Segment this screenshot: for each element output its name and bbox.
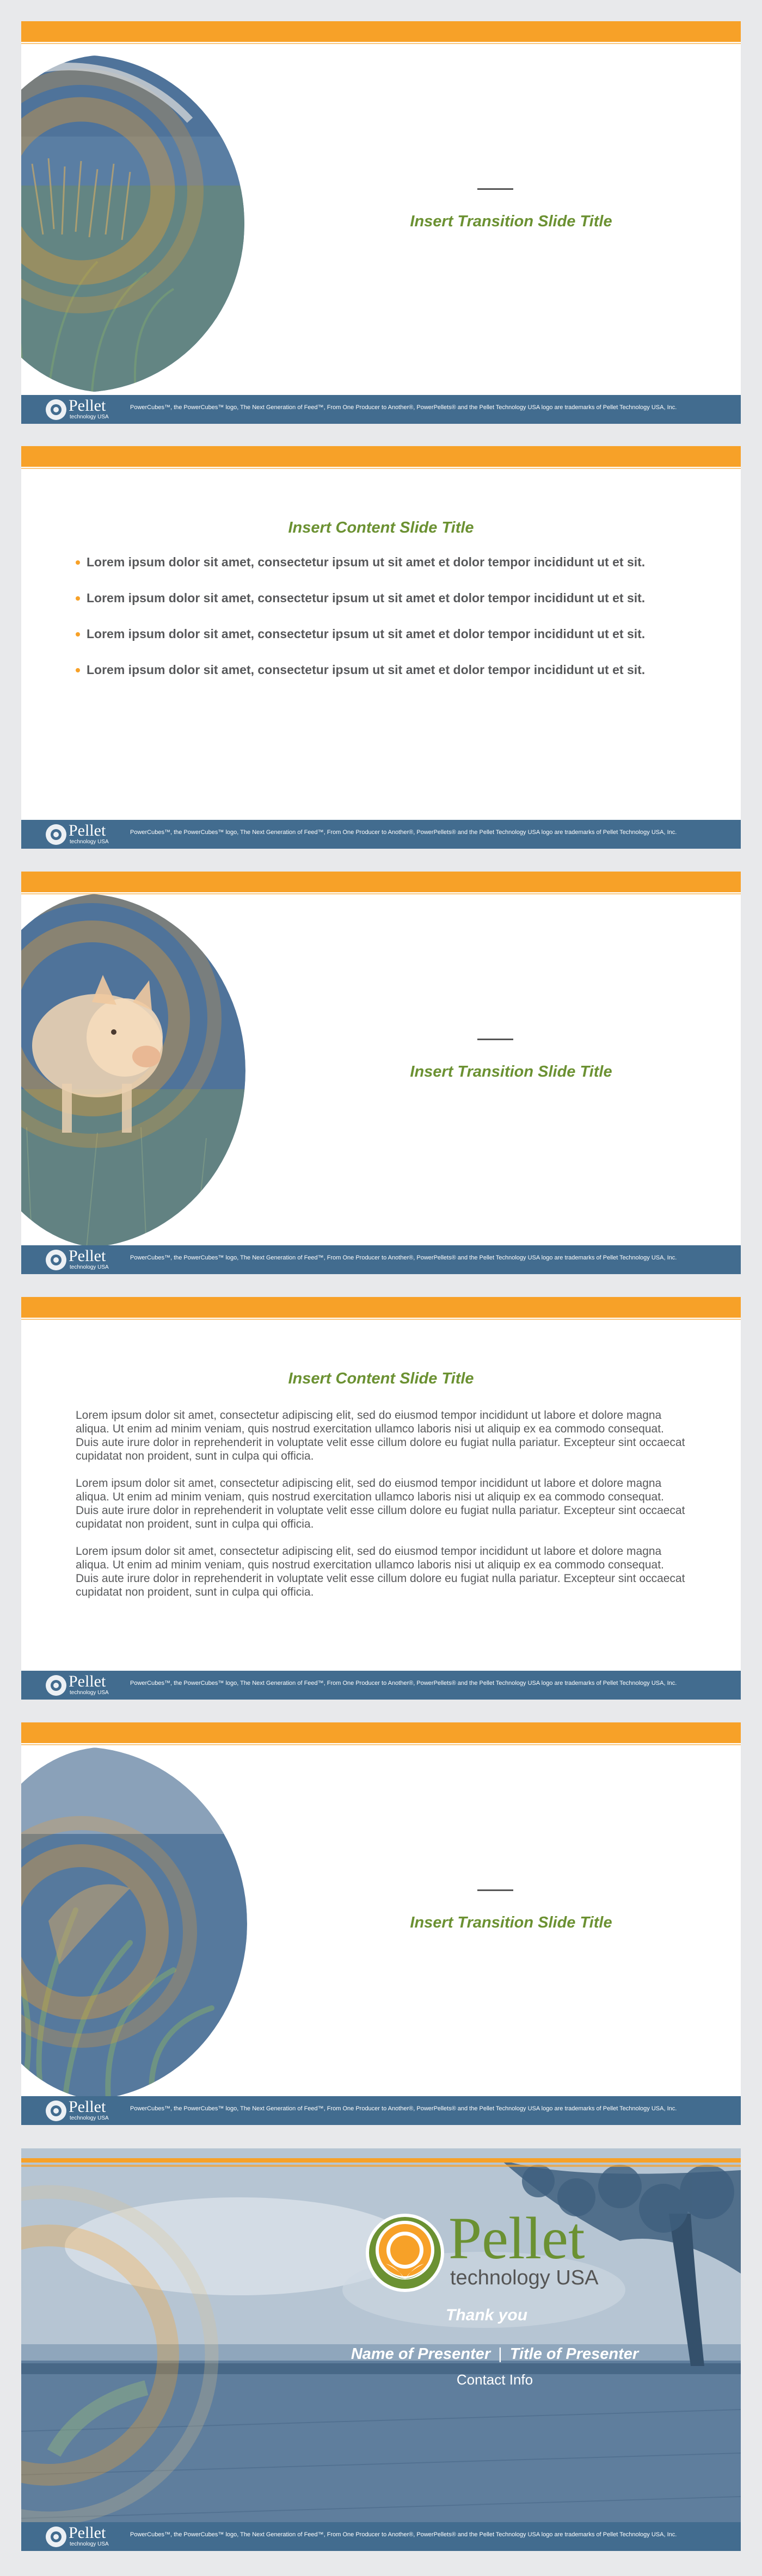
bullet-item: Lorem ipsum dolor sit amet, consectetur ipsum ut sit amet et dolor tempor incididunt ut et sit. — [76, 591, 696, 627]
top-orange-line — [21, 43, 741, 44]
top-orange-bar — [21, 1722, 741, 1743]
transition-title: Insert Transition Slide Title — [410, 213, 612, 230]
footer-logo-tagline: technology USA — [70, 1690, 109, 1696]
footer-trademark-text: PowerCubes™, the PowerCubes™ logo, The Next Generation of Feed™, From One Producer to Another®, PowerPellets® and the Pellet Technology USA logo are trademarks of Pellet Technology USA, Inc. — [130, 404, 677, 411]
logo-wordmark: Pellet — [448, 2205, 585, 2271]
title-accent-dash — [477, 1039, 513, 1040]
footer-trademark-text: PowerCubes™, the PowerCubes™ logo, The Next Generation of Feed™, From One Producer to Another®, PowerPellets® and the Pellet Technology USA logo are trademarks of Pellet Technology USA, Inc. — [130, 829, 677, 836]
pellet-logo-icon — [364, 2212, 446, 2294]
bullet-item: Lorem ipsum dolor sit amet, consectetur ipsum ut sit amet et dolor tempor incididunt ut et sit. — [76, 627, 696, 663]
footer-logo-tagline: technology USA — [70, 1264, 109, 1270]
footer-logo-name: Pellet — [69, 397, 106, 415]
footer-logo — [46, 1249, 116, 1271]
footer-bar — [21, 395, 741, 424]
footer-bar — [21, 1671, 741, 1700]
body-paragraph: Lorem ipsum dolor sit amet, consectetur adipiscing elit, sed do eiusmod tempor incididunt ut labore et dolore magna aliqua. Ut enim ad minim veniam, quis nostrud exercitation ullamco laboris nisi ut aliquip ex ea commodo consequat. Duis aute irure dolor in reprehenderit in voluptate velit esse cillum dolore eu fugiat nulla pariatur. Excepteur sint occaecat cupidatat non proident, sunt in culpa qui officia. — [76, 1477, 685, 1530]
footer-logo-name: Pellet — [69, 821, 106, 839]
transition-title: Insert Transition Slide Title — [410, 1063, 612, 1080]
presenter-line — [326, 2345, 663, 2363]
pellet-logo-icon — [46, 1250, 66, 1270]
top-orange-bar — [21, 872, 741, 892]
top-orange-line — [21, 893, 741, 894]
title-accent-dash — [477, 188, 513, 190]
thank-you-text: Thank you — [446, 2306, 528, 2324]
footer-logo-tagline: technology USA — [70, 2541, 109, 2547]
pellet-logo-icon — [46, 2526, 66, 2547]
presenter-title: Title of Presenter — [509, 2345, 639, 2363]
top-orange-line — [21, 1744, 741, 1745]
footer-logo-name: Pellet — [69, 2098, 106, 2116]
body-paragraph: Lorem ipsum dolor sit amet, consectetur adipiscing elit, sed do eiusmod tempor incididunt ut labore et dolore magna aliqua. Ut enim ad minim veniam, quis nostrud exercitation ullamco laboris nisi ut aliquip ex ea commodo consequat. Duis aute irure dolor in reprehenderit in voluptate velit esse cillum dolore eu fugiat nulla pariatur. Excepteur sint occaecat cupidatat non proident, sunt in culpa qui officia. — [76, 1545, 685, 1598]
body-paragraph: Lorem ipsum dolor sit amet, consectetur adipiscing elit, sed do eiusmod tempor incididunt ut labore et dolore magna aliqua. Ut enim ad minim veniam, quis nostrud exercitation ullamco laboris nisi ut aliquip ex ea commodo consequat. Duis aute irure dolor in reprehenderit in voluptate velit esse cillum dolore eu fugiat nulla pariatur. Excepteur sint occaecat cupidatat non proident, sunt in culpa qui officia. — [76, 1409, 685, 1462]
transition-slide-corn — [21, 1722, 741, 2125]
footer-logo — [46, 1674, 116, 1697]
bullet-item: Lorem ipsum dolor sit amet, consectetur ipsum ut sit amet et dolor tempor incididunt ut et sit. — [76, 555, 696, 591]
piglet-photo — [21, 893, 245, 1248]
footer-bar — [21, 820, 741, 849]
footer-logo-tagline: technology USA — [70, 414, 109, 420]
presenter-name: Name of Presenter — [351, 2345, 491, 2363]
pellet-logo-icon — [46, 399, 66, 420]
content-slide-paragraphs — [21, 1297, 741, 1700]
content-slide-bullets — [21, 446, 741, 849]
bullet-item: Lorem ipsum dolor sit amet, consectetur ipsum ut sit amet et dolor tempor incididunt ut et sit. — [76, 663, 696, 699]
transition-title: Insert Transition Slide Title — [410, 1914, 612, 1931]
content-title: Insert Content Slide Title — [288, 519, 474, 536]
pellet-logo-icon — [46, 2101, 66, 2121]
footer-bar — [21, 2522, 741, 2551]
footer-trademark-text: PowerCubes™, the PowerCubes™ logo, The Next Generation of Feed™, From One Producer to Another®, PowerPellets® and the Pellet Technology USA logo are trademarks of Pellet Technology USA, Inc. — [130, 2531, 677, 2538]
closing-slide — [21, 2148, 741, 2551]
top-orange-bar — [21, 1297, 741, 1318]
footer-bar — [21, 2096, 741, 2125]
top-orange-bar — [21, 446, 741, 467]
footer-logo-tagline: technology USA — [70, 839, 109, 845]
pellet-logo-icon — [46, 1675, 66, 1696]
footer-logo — [46, 398, 116, 421]
title-accent-dash — [477, 1889, 513, 1891]
footer-logo — [46, 823, 116, 846]
footer-logo — [46, 2099, 116, 2122]
top-orange-bar — [21, 21, 741, 42]
footer-trademark-text: PowerCubes™, the PowerCubes™ logo, The Next Generation of Feed™, From One Producer to Another®, PowerPellets® and the Pellet Technology USA logo are trademarks of Pellet Technology USA, Inc. — [130, 1680, 677, 1687]
footer-logo-name: Pellet — [69, 2524, 106, 2542]
footer-bar — [21, 1245, 741, 1274]
logo-tagline: technology USA — [450, 2266, 599, 2289]
bullet-list — [76, 555, 696, 699]
contact-info: Contact Info — [456, 2371, 533, 2388]
top-orange-line — [21, 468, 741, 469]
footer-logo-name: Pellet — [69, 1247, 106, 1265]
wheat-field-photo — [21, 55, 244, 392]
corn-leaves-photo — [21, 1747, 247, 2101]
content-title: Insert Content Slide Title — [288, 1370, 474, 1387]
footer-trademark-text: PowerCubes™, the PowerCubes™ logo, The Next Generation of Feed™, From One Producer to Another®, PowerPellets® and the Pellet Technology USA logo are trademarks of Pellet Technology USA, Inc. — [130, 1255, 677, 1261]
footer-trademark-text: PowerCubes™, the PowerCubes™ logo, The Next Generation of Feed™, From One Producer to Another®, PowerPellets® and the Pellet Technology USA logo are trademarks of Pellet Technology USA, Inc. — [130, 2105, 677, 2112]
presenter-separator: | — [498, 2345, 502, 2363]
top-orange-line — [21, 1319, 741, 1320]
footer-logo-tagline: technology USA — [70, 2115, 109, 2121]
transition-slide-piglet — [21, 872, 741, 1274]
transition-slide-wheat — [21, 21, 741, 424]
pellet-logo-icon — [46, 824, 66, 845]
footer-logo-name: Pellet — [69, 1672, 106, 1690]
footer-logo — [46, 2525, 116, 2548]
